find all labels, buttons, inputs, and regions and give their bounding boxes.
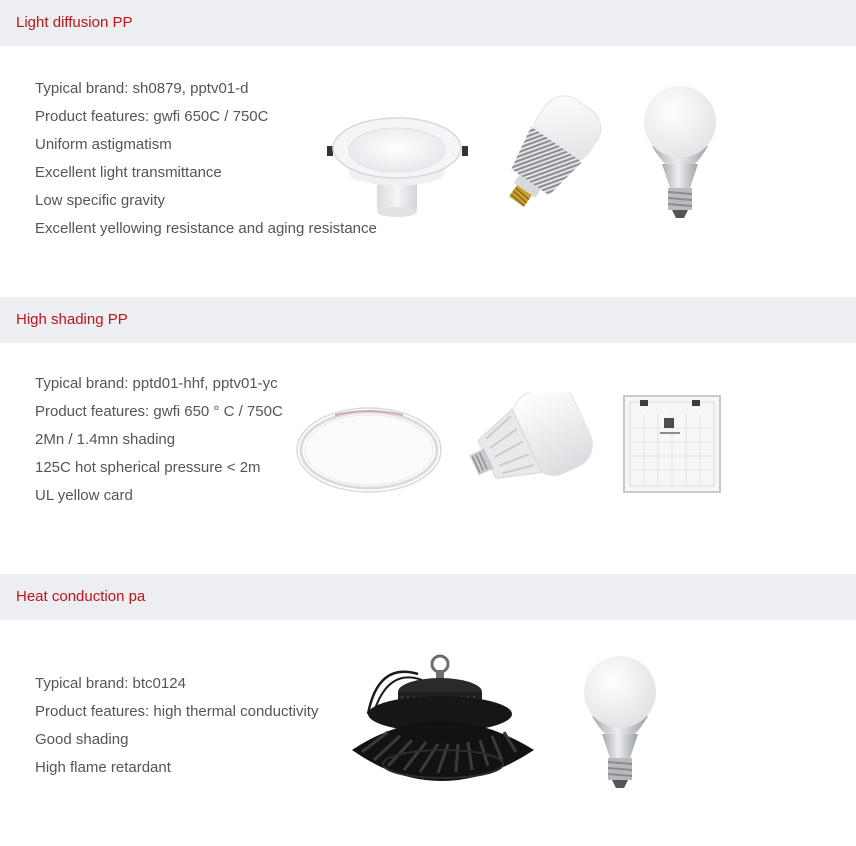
t-bulb-finned-image [490, 92, 620, 220]
feature-list [35, 670, 318, 782]
a-bulb-image [580, 654, 660, 794]
feature-item: Typical brand: btc0124 [35, 675, 186, 692]
panel-light-image [622, 394, 722, 494]
section-header-light-diffusion [0, 0, 856, 46]
section-header-heat-conduction [0, 574, 856, 620]
high-bay-light-image [348, 652, 543, 800]
feature-list [35, 370, 283, 510]
a-bulb-image [640, 84, 720, 224]
feature-item: Product features: gwfi 650C / 750C [35, 108, 269, 125]
feature-item: Low specific gravity [35, 192, 166, 209]
feature-item: Excellent light transmittance [35, 164, 222, 181]
t-bulb-image [460, 392, 595, 492]
section-header-high-shading [0, 297, 856, 343]
section-title: High shading PP [16, 311, 128, 328]
feature-item: 125C hot spherical pressure < 2m [35, 459, 261, 476]
feature-item: Typical brand: pptd01-hhf, pptv01-yc [35, 375, 278, 392]
feature-item: Uniform astigmatism [35, 136, 172, 153]
section-title: Light diffusion PP [16, 14, 133, 31]
feature-item: 2Mn / 1.4mn shading [35, 431, 176, 448]
feature-item: Product features: gwfi 650 ° C / 750C [35, 403, 283, 420]
feature-item: Typical brand: sh0879, pptv01-d [35, 80, 249, 97]
feature-item: High flame retardant [35, 759, 171, 776]
ceiling-light-image [295, 405, 445, 495]
feature-item: Good shading [35, 731, 129, 748]
feature-item: UL yellow card [35, 487, 133, 504]
downlight-image [325, 108, 470, 218]
feature-item: Product features: high thermal conductivity [35, 703, 319, 720]
section-title: Heat conduction pa [16, 588, 146, 605]
feature-item: Excellent yellowing resistance and aging resistance [35, 220, 377, 237]
